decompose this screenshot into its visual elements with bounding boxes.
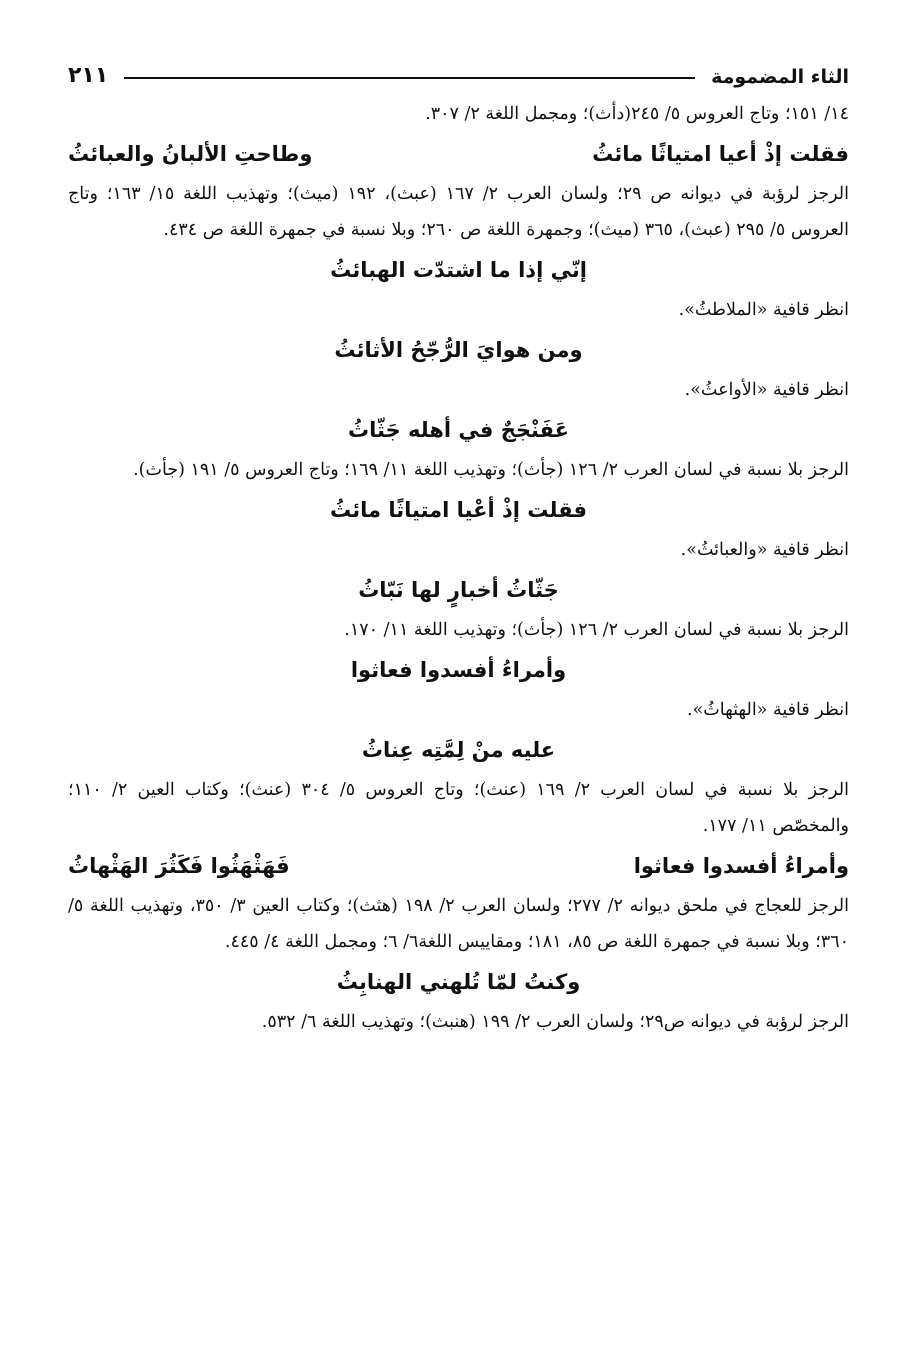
verse-line: وأمراءُ أفسدوا فعاثوا: [350, 658, 567, 682]
verse-line: وكنتُ لمّا تُلهني الهنابِثُ: [336, 970, 581, 994]
verse-line: جَثّاثُ أخبارٍ لها نَبّاثُ: [358, 578, 559, 602]
verse-line: عليه منْ لِمَّتِه عِناثُ: [361, 738, 556, 762]
verse-line: [68, 132, 849, 176]
verse-line: ومن هوايَ الرُّجّحُ الأثائثُ: [334, 338, 583, 362]
page-number: ٢١١: [68, 63, 109, 88]
verse-hemistich-first: وأمراءُ أفسدوا فعاثوا: [633, 854, 849, 878]
page-header: [68, 48, 849, 88]
verse-line: [68, 844, 849, 888]
cross-reference: انظر قافية «الهثهاثُ».: [687, 700, 849, 720]
citation-paragraph: ١٤/ ١٥١؛ وتاج العروس ٥/ ٢٤٥(دأث)؛ ومجمل اللغة ٢/ ٣٠٧.: [425, 104, 849, 124]
verse-hemistich-second: فَهَثْهَثُوا فَكَثُرَ الهَثْهاثُ: [68, 854, 290, 878]
header-rule: [124, 77, 695, 79]
citation-paragraph: الرجز بلا نسبة في لسان العرب ٢/ ١٦٩ (عنث)؛ وتاج العروس ٥/ ٣٠٤ (عنث)؛ وكتاب العين ٢/ ١١٠؛ والمخصّص ١١/ ١٧٧.: [68, 780, 849, 836]
citation-paragraph: الرجز لرؤبة في ديوانه ص ٢٩؛ ولسان العرب ٢/ ١٦٧ (عبث)، ١٩٢ (ميث)؛ وتهذيب اللغة ١٥/ ١٦٣؛ وتاج العروس ٥/ ٢٩٥ (عبث)، ٣٦٥ (ميث)؛ وجمهرة اللغة ص ٢٦٠؛ وبلا نسبة في جمهرة اللغة ص ٤٣٤.: [68, 184, 849, 240]
verse-line: إنّي إذا ما اشتدّت الهبائثُ: [330, 258, 587, 282]
verse-hemistich-second: وطاحتِ الألبانُ والعبائثُ: [68, 142, 313, 166]
citation-paragraph: الرجز لرؤبة في ديوانه ص٢٩؛ ولسان العرب ٢/ ١٩٩ (هنبث)؛ وتهذيب اللغة ٦/ ٥٣٢.: [261, 1012, 849, 1032]
verse-line: عَفَنْجَجٌ في أهله جَثّاثُ: [348, 418, 569, 442]
citation-paragraph: الرجز بلا نسبة في لسان العرب ٢/ ١٢٦ (جأث)؛ وتهذيب اللغة ١١/ ١٧٠.: [344, 620, 849, 640]
running-title: الثاء المضمومة: [711, 66, 849, 88]
citation-paragraph: الرجز للعجاج في ملحق ديوانه ٢/ ٢٧٧؛ ولسان العرب ٢/ ١٩٨ (هثث)؛ وكتاب العين ٣/ ٣٥٠، وتهذيب اللغة ٥/ ٣٦٠؛ وبلا نسبة في جمهرة اللغة ص ٨٥، ١٨١؛ ومقاييس اللغة٦/ ٦؛ ومجمل اللغة ٤/ ٤٤٥.: [68, 896, 849, 952]
citation-paragraph: الرجز بلا نسبة في لسان العرب ٢/ ١٢٦ (جأث)؛ وتهذيب اللغة ١١/ ١٦٩؛ وتاج العروس ٥/ ١٩١ (جأث).: [133, 460, 849, 480]
verse-hemistich-first: فقلت إذْ أعيا امتياثًا مائثُ: [592, 142, 849, 166]
cross-reference: انظر قافية «والعبائثُ».: [680, 540, 849, 560]
cross-reference: انظر قافية «الأواعثُ».: [684, 380, 849, 400]
verse-line: فقلت إذْ أعْيا امتياثًا مائثُ: [330, 498, 587, 522]
cross-reference: انظر قافية «الملاطثُ».: [678, 300, 849, 320]
